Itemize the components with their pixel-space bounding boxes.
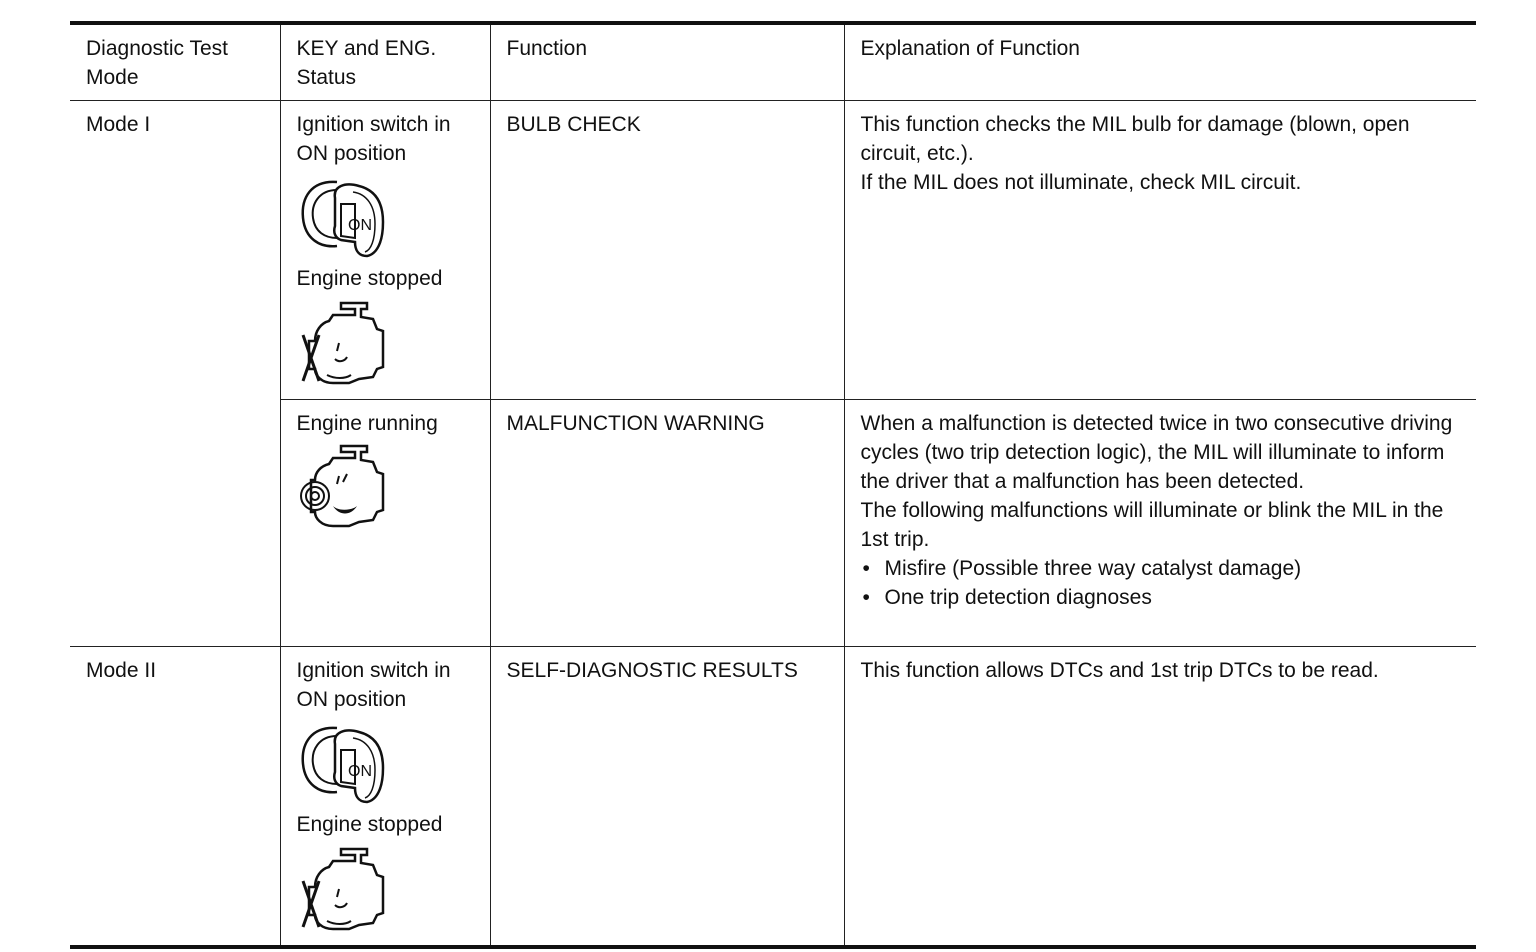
ignition-key-on-icon	[297, 174, 389, 260]
header-function: Function	[490, 23, 844, 101]
explanation-cell	[844, 101, 1476, 400]
status-ignition-text: Ignition switch in ON position	[296, 113, 451, 165]
explanation-text: This function checks the MIL bulb for damage (blown, open circuit, etc.).	[860, 113, 1410, 165]
engine-stopped-icon	[297, 845, 389, 933]
function-cell: SELF-DIAGNOSTIC RESULTS	[490, 647, 844, 948]
mode-cell: Mode I	[70, 101, 280, 647]
key-on-label: ON	[347, 763, 372, 780]
explanation-cell	[844, 400, 1476, 647]
function-cell: BULB CHECK	[490, 101, 844, 400]
key-on-label: ON	[347, 217, 372, 234]
status-ignition-text: Ignition switch in ON position	[296, 659, 451, 711]
status-cell	[280, 101, 490, 400]
ignition-key-on-icon	[297, 720, 389, 806]
status-engine-running-text: Engine running	[296, 412, 438, 435]
header-status: KEY and ENG. Status	[280, 23, 490, 101]
header-explanation: Explanation of Function	[844, 23, 1476, 101]
status-cell	[280, 400, 490, 647]
function-cell: MALFUNCTION WARNING	[490, 400, 844, 647]
list-item: • One trip detection diagnoses	[861, 583, 1467, 612]
table-row	[70, 400, 1476, 647]
malfunction-list	[861, 554, 1467, 612]
status-engine-text: Engine stopped	[296, 267, 443, 290]
diagnostic-test-mode-table	[70, 21, 1476, 949]
engine-running-icon	[297, 444, 389, 530]
explanation-text: This function allows DTCs and 1st trip DTCs to be read.	[860, 659, 1379, 682]
list-item: • Misfire (Possible three way catalyst damage)	[861, 554, 1467, 583]
header-mode: Diagnostic Test Mode	[70, 23, 280, 101]
explanation-text: If the MIL does not illuminate, check MIL circuit.	[860, 171, 1302, 194]
table-row	[70, 647, 1476, 948]
status-engine-text: Engine stopped	[296, 813, 443, 836]
explanation-text: When a malfunction is detected twice in two consecutive driving cycles (two trip detection logic), the MIL will illuminate to inform the driver that a malfunction has been detected.	[860, 412, 1453, 493]
engine-stopped-icon	[297, 299, 389, 387]
explanation-cell	[844, 647, 1476, 948]
mode-cell: Mode II	[70, 647, 280, 948]
table-header-row	[70, 23, 1476, 101]
explanation-text: The following malfunctions will illuminate or blink the MIL in the 1st trip.	[860, 499, 1444, 551]
status-cell	[280, 647, 490, 948]
table-row	[70, 101, 1476, 400]
